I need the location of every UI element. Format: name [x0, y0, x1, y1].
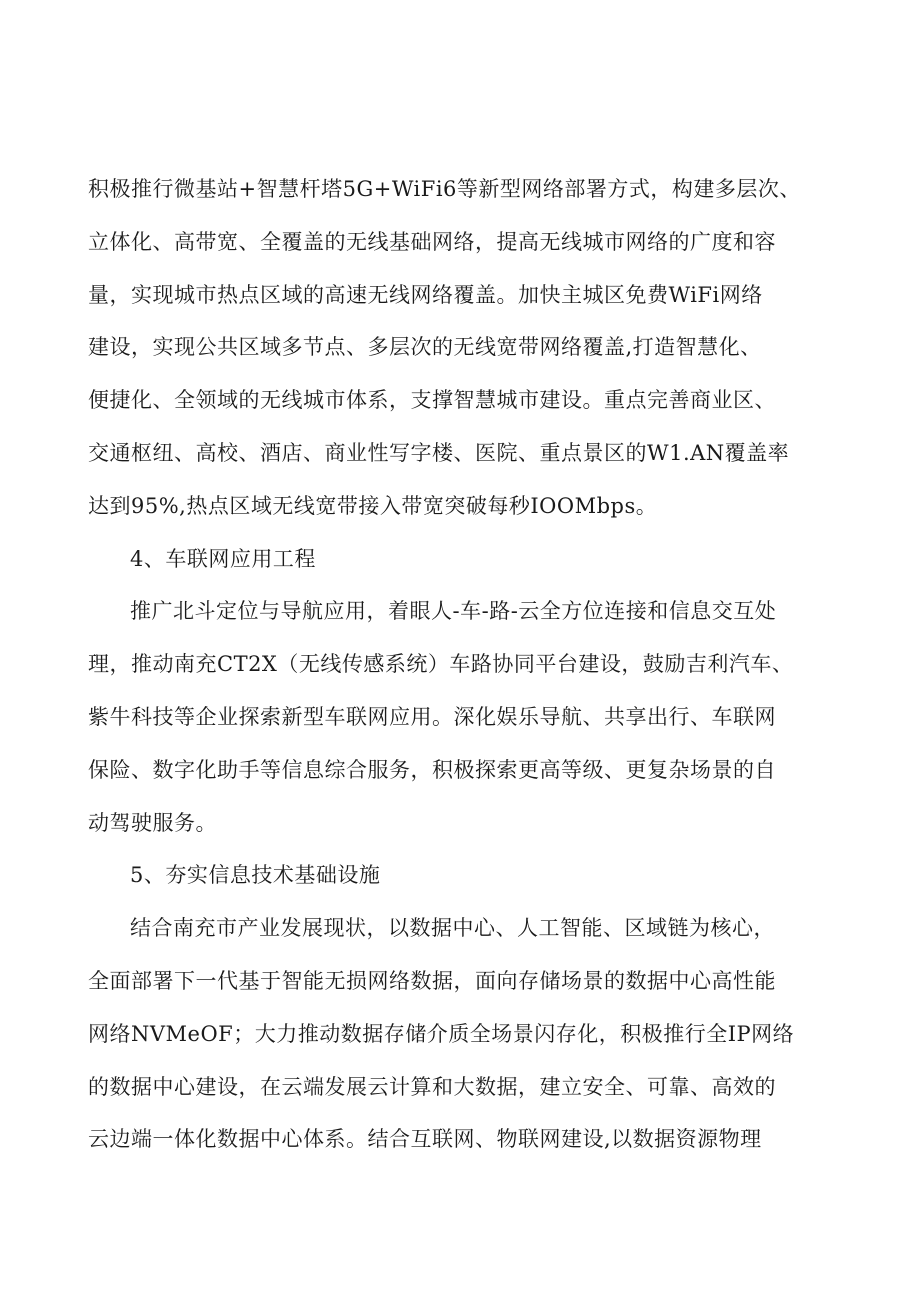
- text-line: 全面部署下一代基于智能无损网络数据，面向存储场景的数据中心高性能: [88, 968, 776, 993]
- text-line: 的数据中心建设，在云端发展云计算和大数据，建立安全、可靠、高效的: [88, 1074, 776, 1099]
- text-line: 量，实现城市热点区域的高速无线网络覆盖。加快主城区免费WiFi网络: [88, 282, 763, 307]
- paragraph-it-infrastructure: [88, 902, 848, 1166]
- text-line: 理，推动南充CT2X（无线传感系统）车路协同平台建设，鼓励吉利汽车、: [88, 652, 794, 677]
- text-line: 立体化、高带宽、全覆盖的无线基础网络，提高无线城市网络的广度和容: [88, 229, 776, 254]
- text-line: 网络NVMeOF；大力推动数据存储介质全场景闪存化，积极推行全IP网络: [88, 1021, 795, 1046]
- text-line: 紫牛科技等企业探索新型车联网应用。深化娱乐导航、共享出行、车联网: [88, 704, 776, 729]
- paragraph-wireless-network: [88, 163, 848, 533]
- section-heading-5: 5、夯实信息技术基础设施: [130, 863, 381, 888]
- text-line: 结合南充市产业发展现状，以数据中心、人工智能、区域链为核心，: [130, 916, 775, 941]
- text-line: 积极推行微基站+智慧杆塔5G+WiFi6等新型网络部署方式，构建多层次、: [88, 177, 801, 201]
- text-line: 便捷化、全领域的无线城市体系，支撑智慧城市建设。重点完善商业区、: [88, 388, 776, 413]
- document-body: [88, 163, 848, 1166]
- section-heading-4: 4、车联网应用工程: [130, 546, 316, 571]
- text-line: 动驾驶服务。: [88, 810, 217, 835]
- paragraph-vehicle-network: [88, 585, 848, 849]
- text-line: 保险、数字化助手等信息综合服务，积极探索更高等级、更复杂场景的自: [88, 757, 776, 782]
- text-line: 云边端一体化数据中心体系。结合互联网、物联网建设,以数据资源物理: [88, 1127, 762, 1152]
- text-line: 推广北斗定位与导航应用，着眼人-车-路-云全方位连接和信息交互处: [130, 599, 777, 624]
- text-line: 建设，实现公共区域多节点、多层次的无线宽带网络覆盖,打造智慧化、: [88, 335, 762, 360]
- text-line: 交通枢纽、高校、酒店、商业性写字楼、医院、重点景区的W1.AN覆盖率: [88, 440, 790, 465]
- text-line: 达到95%,热点区域无线宽带接入带宽突破每秒IOOMbps。: [88, 493, 658, 518]
